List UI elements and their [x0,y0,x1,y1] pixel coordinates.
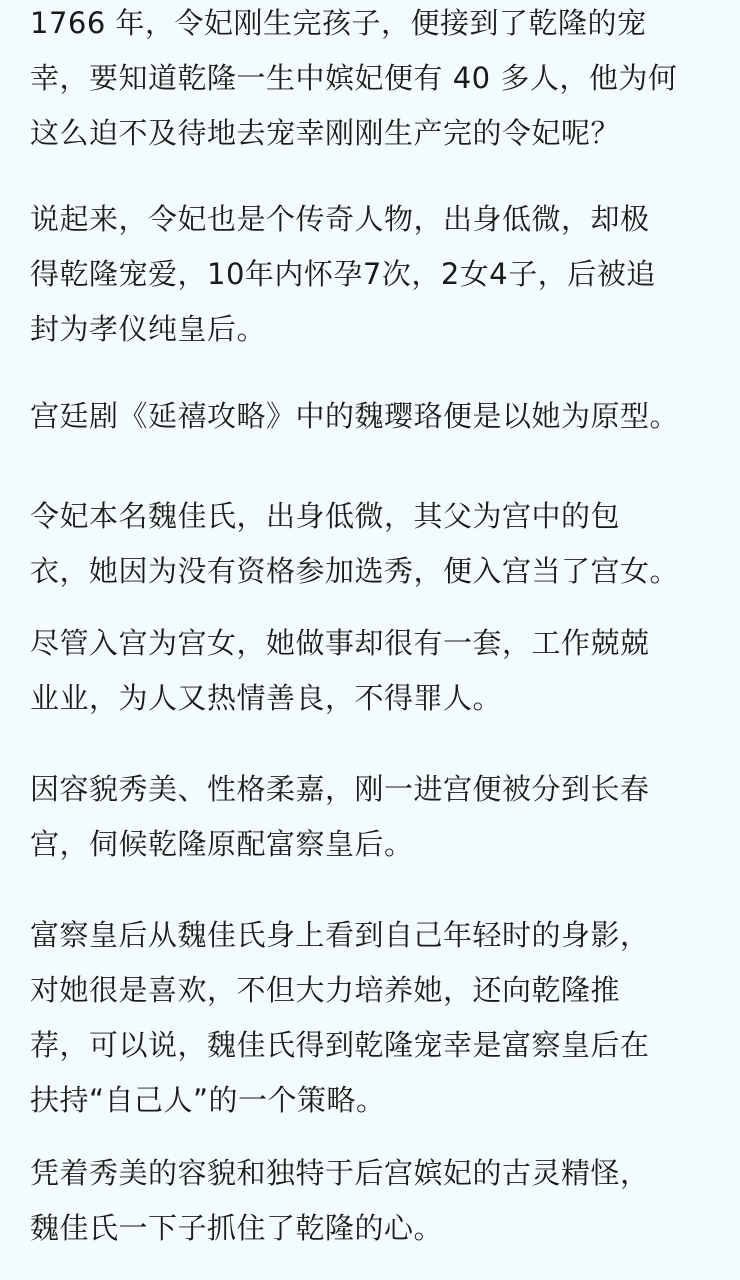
text-line: 因容貌秀美、性格柔嘉，刚一进宫便被分到长春 [30,772,650,806]
text-line: 封为孝仪纯皇后。 [30,312,267,346]
text-line: 令妃本名魏佳氏，出身低微，其父为宫中的包 [30,499,621,533]
paragraph-1 [30,0,720,165]
text-line: 得乾隆宠爱，10年内怀孕7次，2女4子，后被追 [30,257,656,291]
text-line: 宫，伺候乾隆原配富察皇后。 [30,827,414,861]
text-line: 富察皇后从魏佳氏身上看到自己年轻时的身影， [30,918,650,952]
text-line: 对她很是喜欢，不但大力培养她，还向乾隆推 [30,973,621,1007]
paragraph-2 [30,196,720,361]
text-line: 1766 年，令妃刚生完孩子，便接到了乾隆的宠 [30,6,647,40]
text-line: 这么迫不及待地去宠幸刚刚生产完的令妃呢？ [30,116,621,150]
text-line: 业业，为人又热情善良，不得罪人。 [30,681,503,715]
text-line: 魏佳氏一下子抓住了乾隆的心。 [30,1211,444,1245]
text-line: 扶持“自己人”的一个策略。 [30,1083,386,1117]
text-line: 说起来，令妃也是个传奇人物，出身低微，却极 [30,202,650,236]
paragraph-8 [30,1150,720,1260]
text-line: 荐，可以说，魏佳氏得到乾隆宠幸是富察皇后在 [30,1028,650,1062]
text-line: 衣，她因为没有资格参加选秀，便入宫当了宫女。 [30,554,680,588]
text-line: 凭着秀美的容貌和独特于后宫嫔妃的古灵精怪， [30,1156,650,1190]
paragraph-4 [30,493,720,603]
text-line: 尽管入宫为宫女，她做事却很有一套，工作兢兢 [30,626,650,660]
paragraph-7 [30,912,720,1132]
text-line: 宫廷剧《延禧攻略》中的魏璎珞便是以她为原型。 [30,399,680,433]
paragraph-3 [30,393,720,448]
paragraph-5 [30,620,720,730]
paragraph-6 [30,766,720,876]
text-line: 幸，要知道乾隆一生中嫔妃便有 40 多人，他为何 [30,61,678,95]
